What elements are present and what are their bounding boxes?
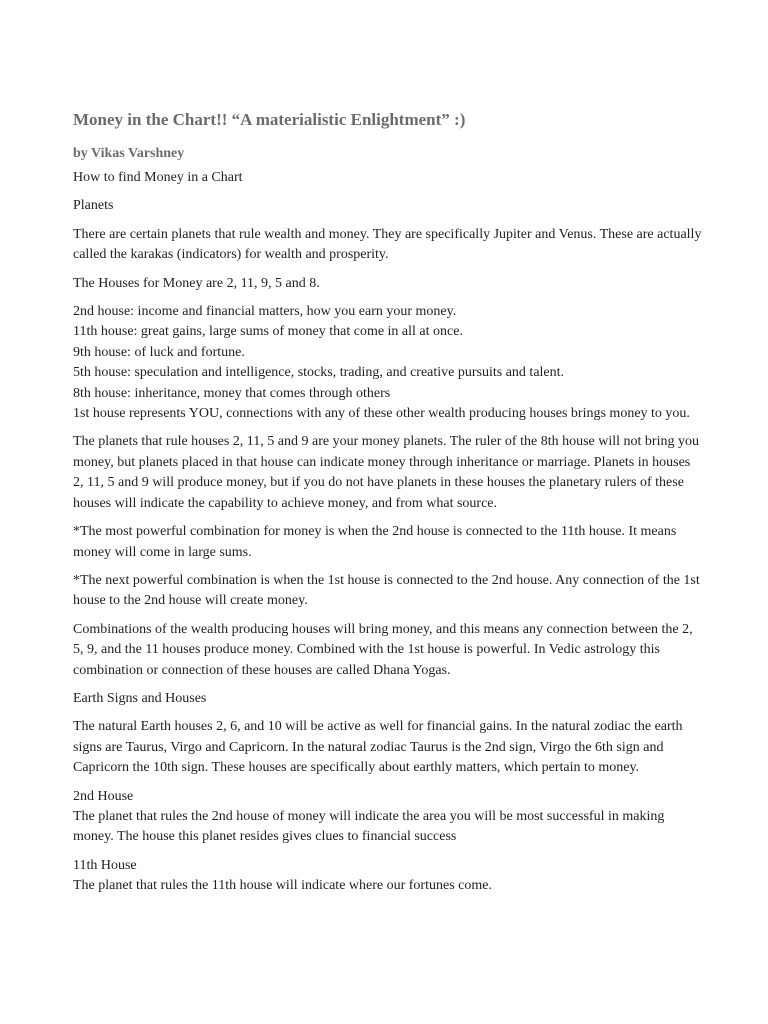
author-byline: by Vikas Varshney <box>73 146 185 161</box>
paragraph-houses-for-money: The Houses for Money are 2, 11, 9, 5 and 8. <box>73 275 320 291</box>
paragraph-planets-heading: Planets <box>73 198 114 214</box>
paragraph-earth-houses: The natural Earth houses 2, 6, and 10 will be active as well for financial gains. In the natural zodiac the earth signs are Taurus, Virgo and Capricorn. In the natural zodiac Taurus is the 2nd sign, Virgo the 6th sign and Capricorn the 10th sign. These houses are specifically about earthly matters, which pertain to money. <box>73 719 683 776</box>
paragraph-powerful-combination: *The most powerful combination for money is when the 2nd house is connected to the 11th house. It means money will come in large sums. <box>73 524 677 560</box>
second-house-text: The planet that rules the 2nd house of money will indicate the area you will be most successful in making money. The house this planet resides gives clues to financial success <box>73 808 665 845</box>
paragraph-dhana-yogas: Combinations of the wealth producing houses will bring money, and this means any connection between the 2, 5, 9, and the 11 houses produce money. Combined with the 1st house is powerful. In Vedic astrology this combination or connection of these houses are called Dhana Yogas. <box>73 621 693 678</box>
eleventh-house-text: The planet that rules the 11th house will indicate where our fortunes come. <box>73 878 492 894</box>
paragraph-next-combination: *The next powerful combination is when the 1st house is connected to the 2nd house. Any connection of the 1st house to the 2nd house will create money. <box>73 572 700 609</box>
house-line: 9th house: of luck and fortune. <box>73 344 245 360</box>
house-line: 5th house: speculation and intelligence, stocks, trading, and creative pursuits and talent. <box>73 365 565 381</box>
paragraph-money-planets: The planets that rule houses 2, 11, 5 and 9 are your money planets. The ruler of the 8th house will not bring you money, but planets placed in that house can indicate money through inheritance or marriage. Planets in houses 2, 11, 5 and 9 will produce money, but if you do not have planets in these houses the planetary rulers of these houses will indicate the capability to achieve money, and from what source. <box>73 434 699 511</box>
paragraph-planets-intro: There are certain planets that rule wealth and money. They are specifically Jupiter and Venus. These are actually called the karakas (indicators) for wealth and prosperity. <box>73 226 702 263</box>
eleventh-house-heading: 11th House <box>73 857 137 873</box>
document-title: Money in the Chart!! “A materialistic Enlightment” :) <box>73 110 466 129</box>
house-line: 2nd house: income and financial matters, how you earn your money. <box>73 304 457 320</box>
house-line: 8th house: inheritance, money that comes through others <box>73 385 391 401</box>
house-line: 1st house represents YOU, connections with any of these other wealth producing houses brings money to you. <box>73 406 690 422</box>
second-house-heading: 2nd House <box>73 788 134 804</box>
second-house-section <box>73 787 702 848</box>
house-line: 11th house: great gains, large sums of money that come in all at once. <box>73 324 463 340</box>
house-list <box>73 302 702 424</box>
paragraph-subtitle: How to find Money in a Chart <box>73 170 243 185</box>
paragraph-earth-heading: Earth Signs and Houses <box>73 690 207 706</box>
eleventh-house-section <box>73 856 702 897</box>
